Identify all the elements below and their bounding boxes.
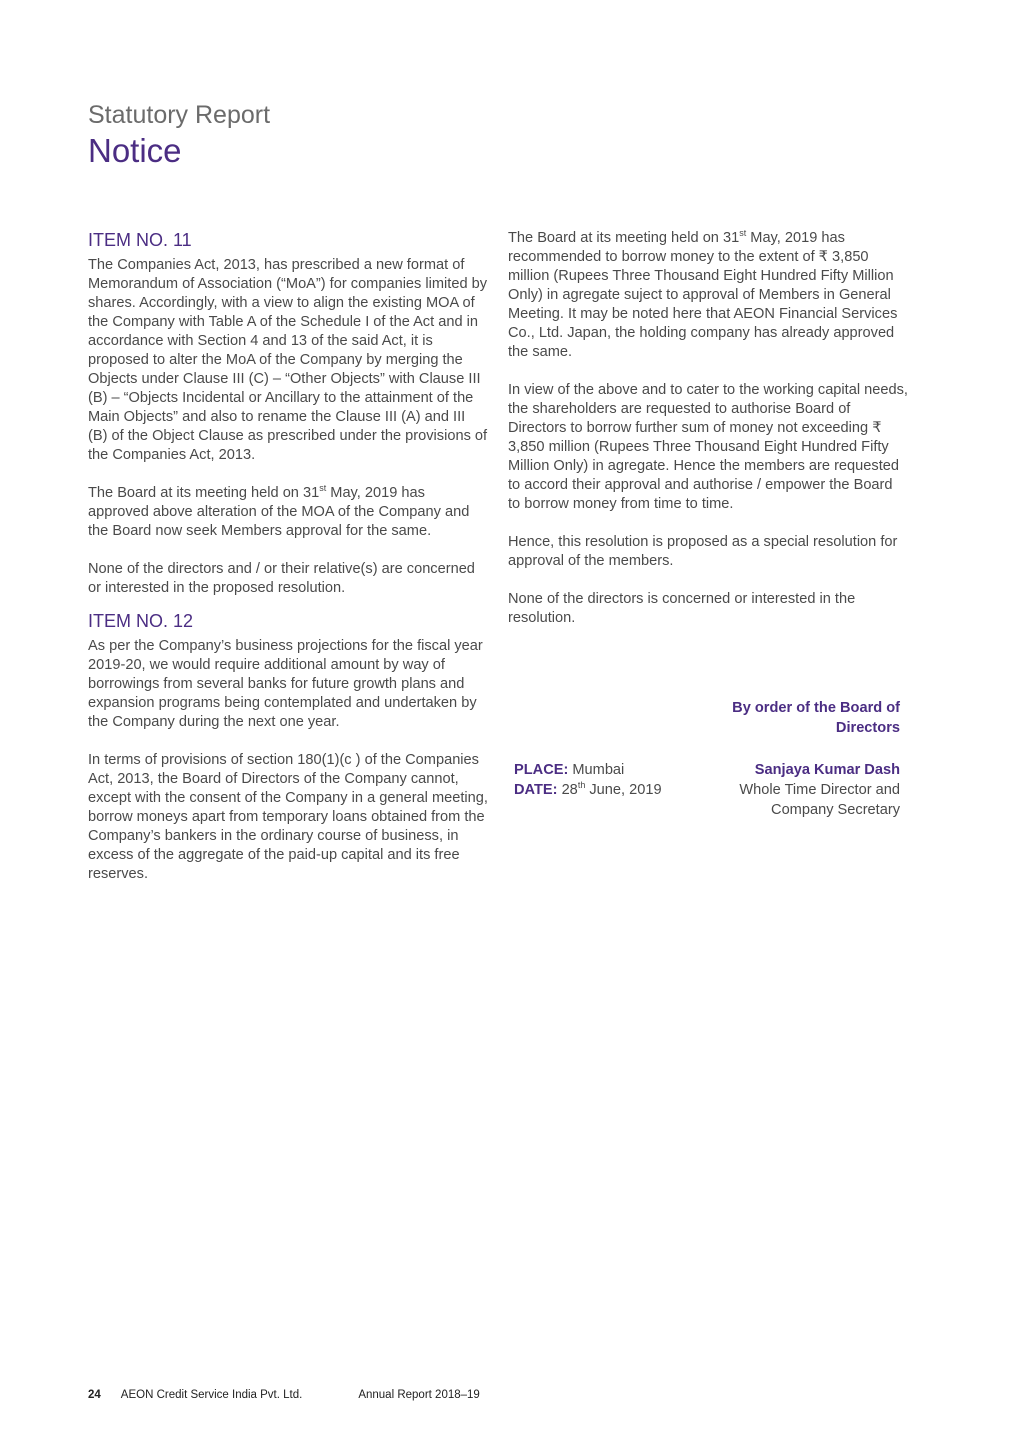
item-12-heading: ITEM NO. 12 bbox=[88, 611, 194, 631]
footer-company: AEON Credit Service India Pvt. Ltd. bbox=[120, 1389, 303, 1401]
signatory-name: Sanjaya Kumar Dash bbox=[754, 762, 900, 778]
date-value: 28 bbox=[557, 782, 578, 798]
place-value: Mumbai bbox=[568, 762, 625, 778]
item-12-paragraph-1: As per the Company’s business projections for the fiscal year 2019-20, we would require additional amount by way of borrowings from several banks for future growth plans and expansion programs being contemplated and undertaken by the Company during the next one year. bbox=[88, 638, 483, 730]
signatory bbox=[739, 760, 900, 820]
date-value-rest: June, 2019 bbox=[585, 782, 662, 798]
footer-report: Annual Report 2018–19 bbox=[358, 1389, 480, 1401]
item-12-paragraph-3 bbox=[508, 229, 908, 362]
board-order bbox=[508, 698, 900, 738]
superscript: st bbox=[319, 483, 327, 494]
place-label: PLACE: bbox=[514, 762, 569, 778]
board-order-line-1: By order of the Board of bbox=[732, 700, 900, 716]
item-12-paragraph-2: In terms of provisions of section 180(1)(c ) of the Companies Act, 2013, the Board of Directors of the Company cannot, except with the consent of the Company in a general meeting, borrow moneys apart from temporary loans obtained from the Company’s bankers in the ordinary course of business, in excess of the aggregate of the paid-up capital and its free reserves. bbox=[88, 752, 488, 882]
section-title: Statutory Report bbox=[88, 101, 271, 129]
signatory-role-line-1: Whole Time Director and bbox=[739, 782, 900, 798]
signatory-role-line-2: Company Secretary bbox=[771, 802, 900, 818]
left-column bbox=[88, 229, 488, 903]
superscript: st bbox=[739, 228, 747, 239]
page-header bbox=[88, 100, 270, 172]
item-11-paragraph-3: None of the directors and / or their relative(s) are concerned or interested in the proposed resolution. bbox=[88, 561, 475, 596]
text-fragment: The Board at its meeting held on 31 bbox=[88, 485, 320, 501]
text-fragment: May, 2019 has recommended to borrow money to the extent of ₹ 3,850 million (Rupees Three Thousand Eight Hundred Fifty Million Only) in agregate suject to approval of Members in General Meeting. It may be noted here that AEON Financial Services Co., Ltd. Japan, the holding company has already approved the same. bbox=[508, 230, 898, 360]
item-11-paragraph-2 bbox=[88, 484, 488, 541]
item-12-paragraph-5: Hence, this resolution is proposed as a special resolution for approval of the members. bbox=[508, 534, 898, 569]
superscript: th bbox=[577, 780, 586, 791]
board-order-line-2: Directors bbox=[835, 720, 900, 736]
text-fragment: May, 2019 has approved above alteration of the MOA of the Company and the Board now seek Members approval for the same. bbox=[88, 485, 470, 539]
page-title: Notice bbox=[88, 132, 182, 169]
item-12-paragraph-6: None of the directors is concerned or interested in the resolution. bbox=[508, 591, 856, 626]
signature-block bbox=[508, 698, 900, 820]
place-line bbox=[514, 760, 662, 780]
date-line bbox=[514, 780, 662, 800]
item-11-paragraph-1: The Companies Act, 2013, has prescribed a new format of Memorandum of Association (“MoA”) for companies limited by shares. Accordingly, with a view to align the existing MOA of the Company with Table A of the Schedule I of the Act and in accordance with Section 4 and 13 of the said Act, it is proposed to alter the MoA of the Company by merging the Objects under Clause III (C) – “Other Objects” with Clause III (B) – “Objects Incidental or Ancillary to the attainment of the Main Objects” and also to rename the Clause III (A) and III (B) of the Object Clause as prescribed under the provisions of the Companies Act, 2013. bbox=[88, 257, 488, 463]
page-number: 24 bbox=[88, 1389, 101, 1401]
date-label: DATE: bbox=[514, 782, 558, 798]
text-fragment: The Board at its meeting held on 31 bbox=[508, 230, 740, 246]
signature-row bbox=[508, 760, 900, 820]
right-column bbox=[508, 229, 908, 647]
item-12-paragraph-4: In view of the above and to cater to the working capital needs, the shareholders are requested to authorise Board of Directors to borrow further sum of money not exceeding ₹ 3,850 million (Rupees Three Thousand Eight Hundred Fifty Million Only) in agregate. Hence the members are requested to accord their approval and authorise / empower the Board to borrow money from time to time. bbox=[508, 382, 908, 512]
page-footer bbox=[88, 1389, 480, 1401]
place-date bbox=[508, 760, 662, 820]
item-11-heading: ITEM NO. 11 bbox=[88, 230, 192, 250]
